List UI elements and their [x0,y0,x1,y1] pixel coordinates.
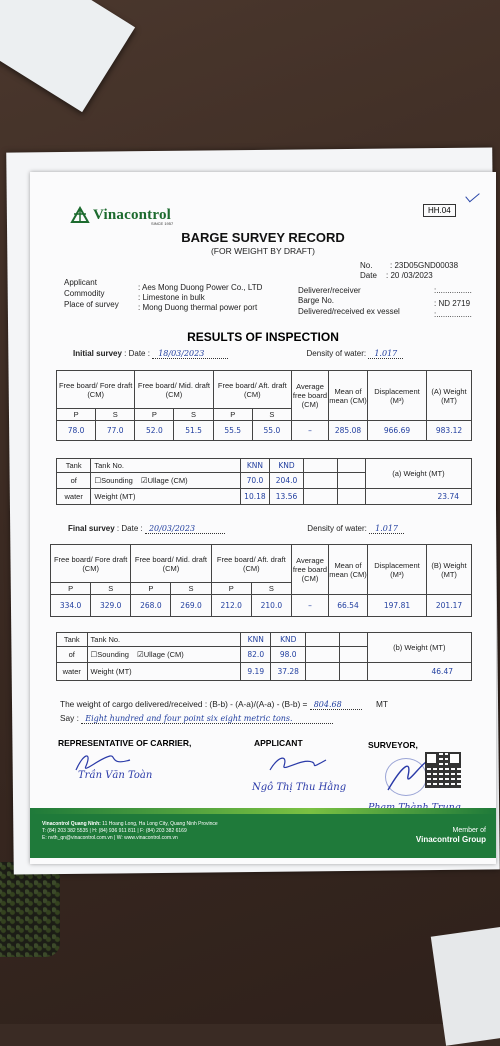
of-label: of [57,647,88,663]
date-label: Date [360,271,377,280]
place-label: Place of survey [64,300,119,309]
footer-web: E: nvth_qn@vinacontrol.com.vn | W: www.vinacontrol.com.vn [42,835,178,841]
table-cell [337,489,365,505]
ullage-label: ☑Ullage (CM) [140,476,188,485]
tank-col2: KND [271,633,306,647]
initial-date-label: : Date : [124,349,150,358]
tank-weight-label: Weight (MT) [87,663,240,681]
header-s: S [174,409,213,421]
table-cell [305,647,339,663]
initial-date-value: 18/03/2023 [152,349,228,359]
table-cell: 51.5 [174,421,213,441]
table-cell: 201.17 [427,595,472,617]
water-label: water [57,663,88,681]
weight-2: 13.56 [269,489,304,505]
table-cell: 77.0 [96,421,135,441]
brand-name: Vinacontrol [93,206,172,223]
table-cell [339,663,367,681]
final-date-label: : Date : [116,524,143,533]
table-cell [339,633,367,647]
footer-company: Vinacontrol Quang Ninh: [42,821,101,827]
scale-logo-icon [70,206,90,224]
table-cell [304,459,338,473]
table-cell [339,647,367,663]
form-code: HH.04 [423,204,456,217]
table-cell: 334.0 [51,595,91,617]
table-cell: 983.12 [427,421,472,441]
table-cell: 197.81 [368,595,427,617]
water-label: water [57,489,91,505]
table-cell: 329.0 [91,595,131,617]
header-mean: Mean of mean (CM) [329,371,368,421]
initial-survey-line [73,349,403,358]
final-survey-line [68,524,404,533]
footer [30,814,496,858]
header-p: P [57,409,96,421]
header-aft: Free board/ Aft. draft (CM) [211,545,291,583]
tank-label: Tank [57,633,88,647]
table-cell: – [292,595,329,617]
place-value: : Mong Duong thermal power port [138,303,258,312]
sounding-ullage [87,647,240,663]
header-aft: Free board/ Aft. draft (CM) [213,371,291,409]
sounding-ullage [91,473,241,489]
tank-col1: KNN [241,459,270,473]
applicant-label: Applicant [64,278,97,287]
deliverer-value: :................ [434,286,472,295]
header-fore: Free board/ Fore draft (CM) [57,371,135,409]
barge-label: Barge No. [298,296,335,305]
date-value: : 20 /03/2023 [386,271,433,280]
vessel-label: Delivered/received ex vessel [298,307,400,316]
commodity-label: Commodity [64,289,105,298]
deliverer-label: Deliverer/receiver [298,286,361,295]
vessel-value: :................ [434,310,472,319]
initial-density-value: 1.017 [368,349,403,359]
initial-density-label: Density of water: [306,349,367,358]
footer-address: 11 Hoang Long, Ha Long City, Quang Ninh Province [100,821,218,827]
tank-col1: KNN [241,633,271,647]
results-title: RESULTS OF INSPECTION [187,330,339,344]
applicant-name: Ngô Thị Thu Hằng [252,782,347,793]
table-cell: 212.0 [211,595,251,617]
header-avg: Average free board (CM) [292,545,329,595]
of-label: of [57,473,91,489]
final-date-value: 20/03/2023 [145,524,225,534]
cargo-label: The weight of cargo delivered/received : (B-b) - (A-a)/(A-a) - (B-b) = [60,699,308,709]
header-p: P [213,409,252,421]
header-s: S [96,409,135,421]
table-cell: – [292,421,329,441]
tank-no-label: Tank No. [87,633,240,647]
header-p: P [51,583,91,595]
carrier-name: Trần Văn Toàn [78,770,153,781]
final-tank-table [56,632,472,681]
applicant-value: : Aes Mong Duong Power Co., LTD [138,283,263,292]
stray-paper-bottom [431,924,500,1045]
table-cell: 269.0 [171,595,211,617]
tank-total: 23.74 [365,489,471,505]
table-cell [337,473,365,489]
header-p: P [211,583,251,595]
tank-col2: KND [269,459,304,473]
cargo-line [60,699,388,709]
header-s: S [171,583,211,595]
header-weight: (A) Weight (MT) [427,371,472,421]
group-label: Vinacontrol Group [415,835,486,844]
carrier-label: REPRESENTATIVE OF CARRIER, [58,738,192,748]
survey-document [30,172,496,864]
member-label: Member of [452,827,486,834]
table-cell: 55.0 [252,421,291,441]
weight-2: 37.28 [271,663,306,681]
header-disp: Displacement (M³) [368,371,427,421]
say-label: Say : [60,713,79,723]
weight-1: 10.18 [241,489,270,505]
header-mid: Free board/ Mid. draft (CM) [131,545,211,583]
tank-label: Tank [57,459,91,473]
sounding-label: ☐Sounding [94,476,133,485]
tank-total: 46.47 [367,663,471,681]
table-cell: 268.0 [131,595,171,617]
footer-phones: T: (84) 203 382 5535 | H: (84) 936 911 811 | F: (84) 203 382 6169 [42,828,187,834]
brand-since: SINCE 1957 [151,221,174,226]
cargo-unit: MT [376,699,388,709]
header-p: P [135,409,174,421]
table-cell [337,459,365,473]
table-cell: 285.08 [329,421,368,441]
table-cell: 210.0 [251,595,291,617]
table-cell: 52.0 [135,421,174,441]
initial-draft-table [56,370,472,441]
ullage-1: 82.0 [241,647,271,663]
ullage-2: 98.0 [271,647,306,663]
tank-weight-header: (a) Weight (MT) [365,459,471,489]
table-cell: 966.69 [368,421,427,441]
document-title: BARGE SURVEY RECORD [181,230,345,245]
footer-address-line [42,821,218,828]
dark-object [0,862,60,957]
final-density-value: 1.017 [369,524,404,534]
weight-1: 9.19 [241,663,271,681]
applicant-signature-icon [262,752,332,776]
header-avg: Average free board (CM) [292,371,329,421]
initial-survey-label: Initial survey [73,349,122,358]
say-line [60,713,333,723]
document-subtitle: (FOR WEIGHT BY DRAFT) [210,246,316,256]
check-mark-icon [465,189,479,203]
header-fore: Free board/ Fore draft (CM) [51,545,131,583]
table-cell [304,473,338,489]
member-block [416,826,486,845]
header-s: S [252,409,291,421]
surveyor-label: SURVEYOR, [368,740,418,750]
table-cell [304,489,338,505]
commodity-value: : Limestone in bulk [138,293,205,302]
table-cell [305,633,339,647]
ullage-label: ☑Ullage (CM) [137,650,184,659]
table-cell: 55.5 [213,421,252,441]
no-label: No. [360,261,373,270]
header-s: S [251,583,291,595]
final-density-label: Density of water: [307,524,367,533]
ullage-1: 70.0 [241,473,270,489]
table-cell: 78.0 [57,421,96,441]
cargo-value: 804.68 [310,700,362,710]
no-value: : 23D05GND00038 [390,261,459,270]
tank-weight-label: Weight (MT) [91,489,241,505]
table-cell [305,663,339,681]
header-disp: Displacement (M³) [368,545,427,595]
final-draft-table [50,544,472,617]
header-mean: Mean of mean (CM) [329,545,368,595]
tank-weight-header: (b) Weight (MT) [367,633,471,663]
header-s: S [91,583,131,595]
ullage-2: 204.0 [269,473,304,489]
applicant-signature-label: APPLICANT [254,738,303,748]
header-weight: (B) Weight (MT) [427,545,472,595]
barge-value: : ND 2719 [434,299,471,308]
tank-no-label: Tank No. [91,459,241,473]
qr-code-icon [425,752,461,788]
table-cell: 66.54 [329,595,368,617]
initial-tank-table [56,458,472,505]
say-value: Eight hundred and four point six eight metric tons. [81,714,332,724]
header-p: P [131,583,171,595]
sounding-label: ☐Sounding [90,650,129,659]
header-mid: Free board/ Mid. draft (CM) [135,371,213,409]
final-survey-label: Final survey [68,524,115,533]
